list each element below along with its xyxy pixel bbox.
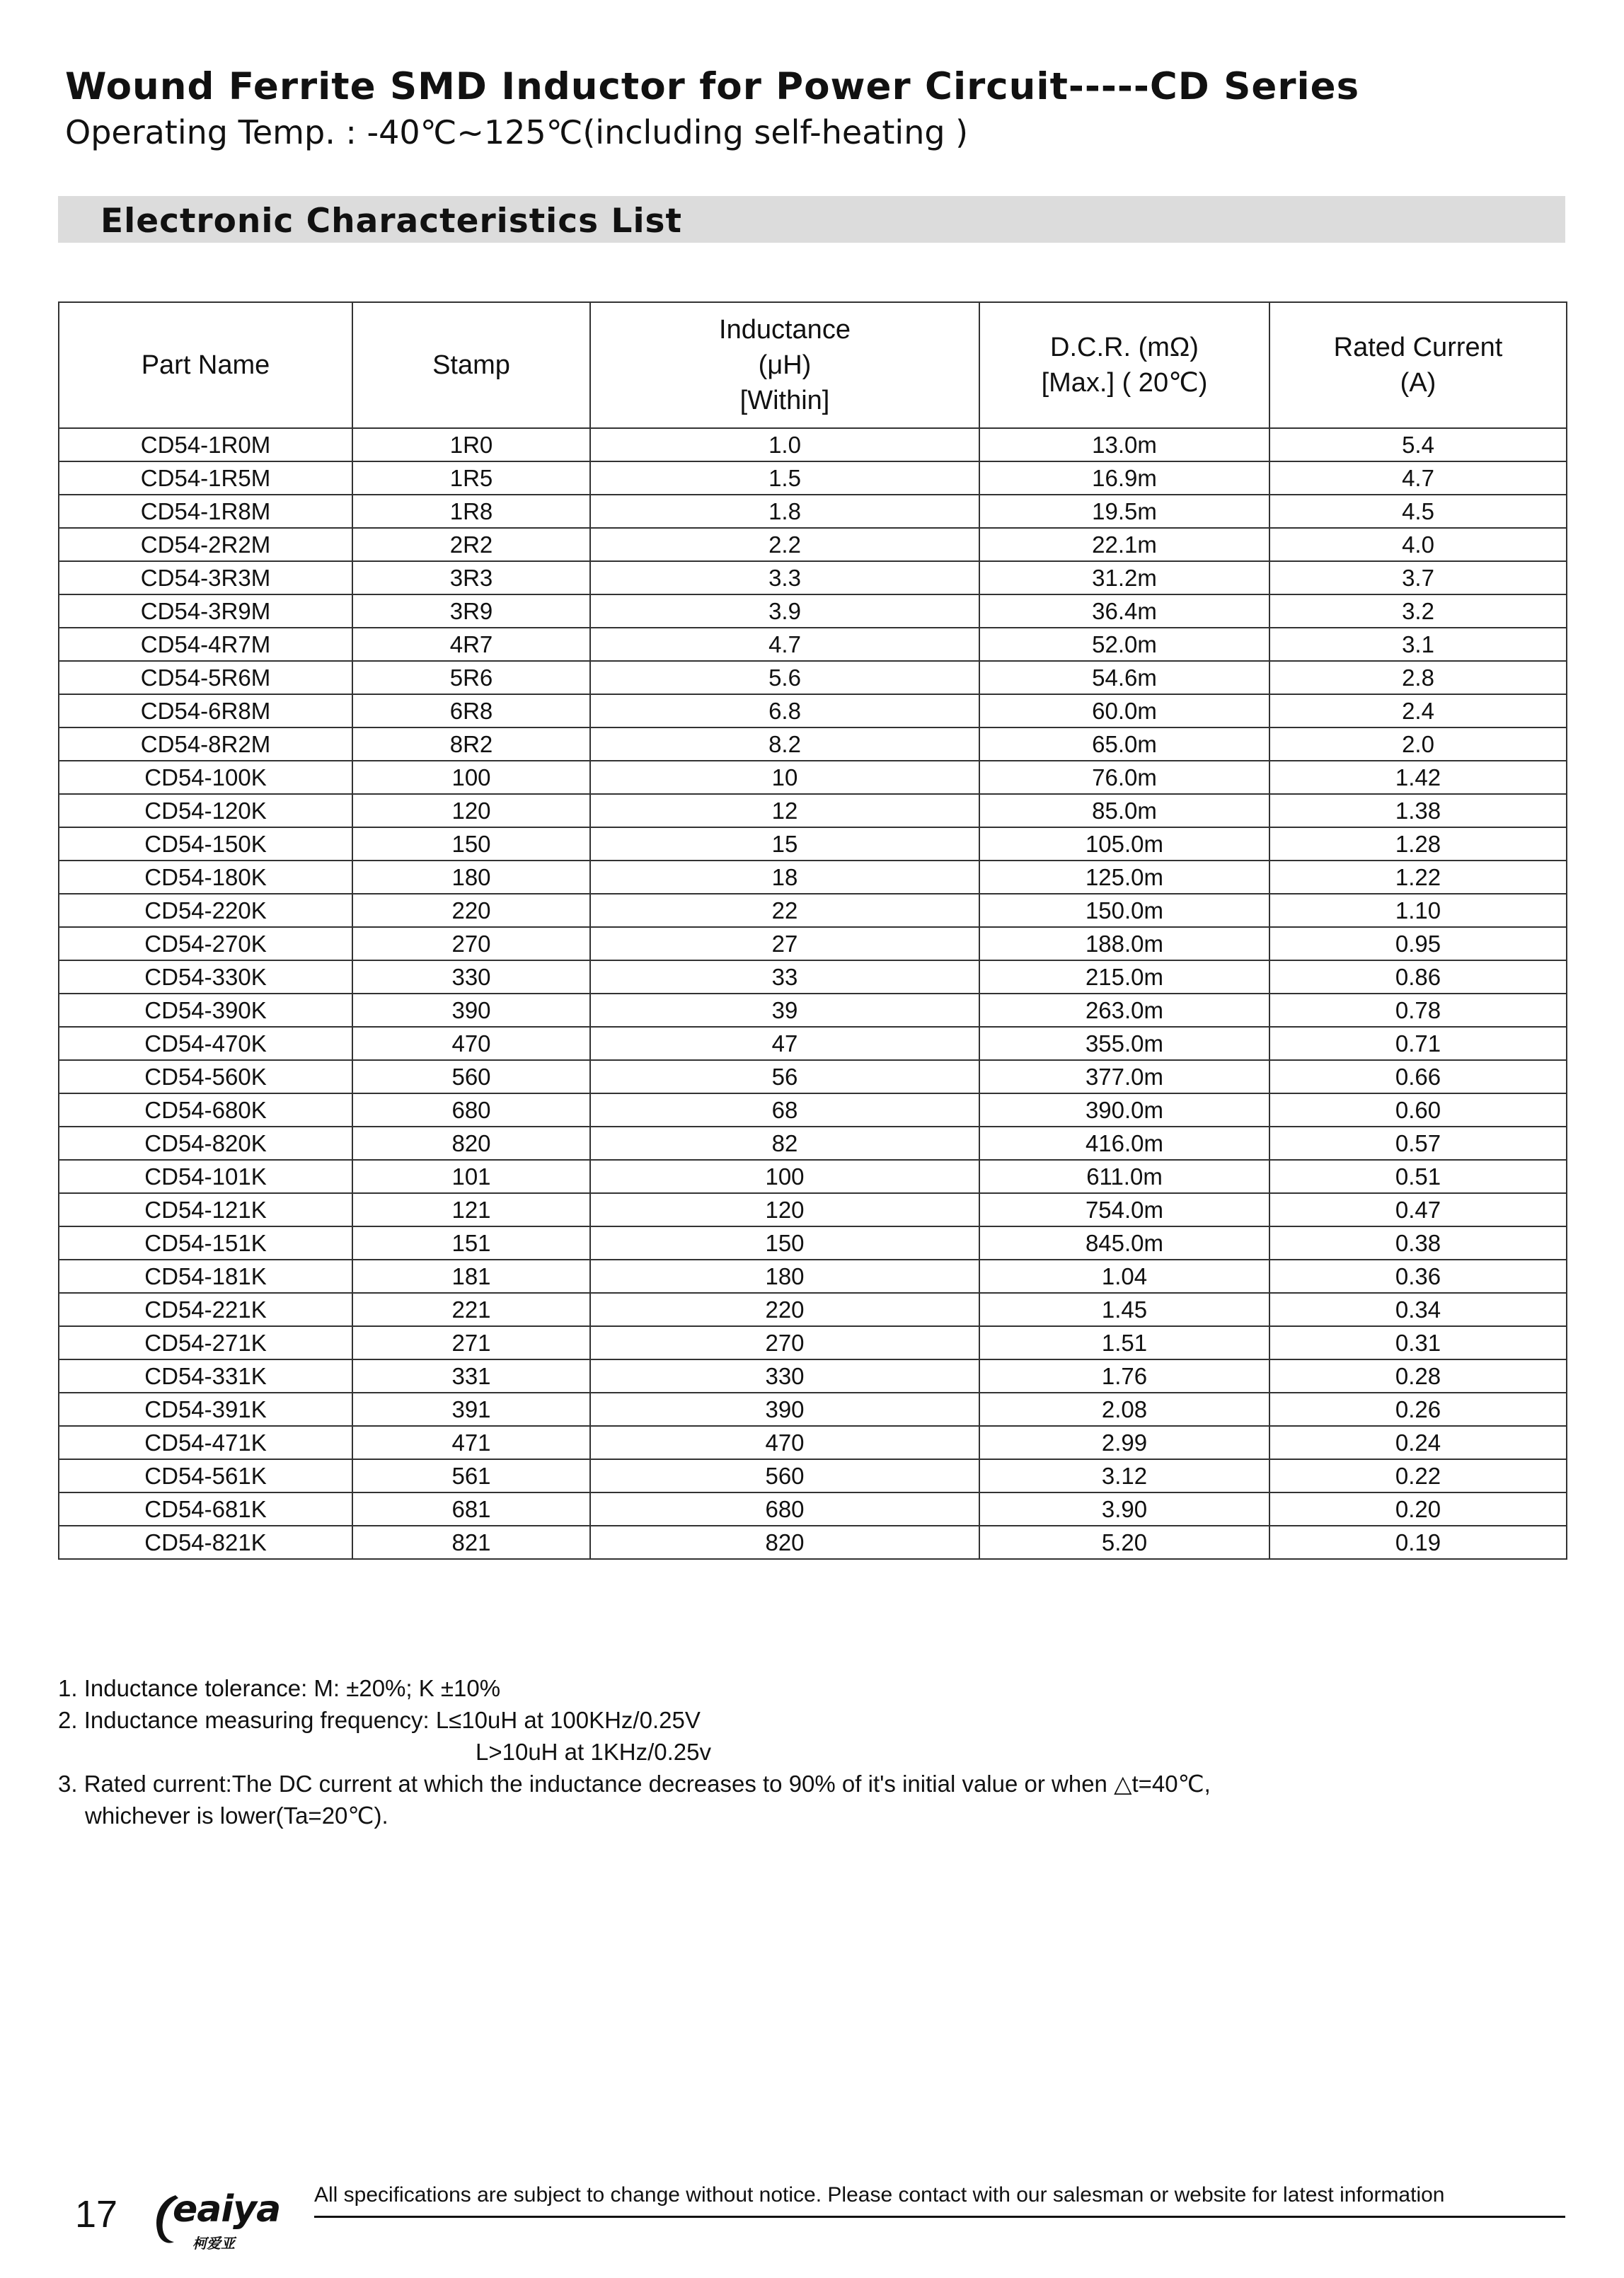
table-body — [59, 428, 1567, 1559]
cell-part-name: CD54-220K — [59, 894, 352, 927]
header-inductance: Inductance (μH) [Within] — [590, 302, 979, 428]
cell-rated-current: 0.26 — [1269, 1393, 1567, 1426]
cell-dcr: 60.0m — [979, 694, 1269, 727]
cell-dcr: 19.5m — [979, 495, 1269, 528]
cell-inductance: 47 — [590, 1027, 979, 1060]
table-row — [59, 1060, 1567, 1093]
cell-rated-current: 0.20 — [1269, 1492, 1567, 1526]
cell-dcr: 76.0m — [979, 761, 1269, 794]
cell-rated-current: 0.95 — [1269, 927, 1567, 960]
note-frequency-cont: L>10uH at 1KHz/0.25v — [476, 1739, 711, 1765]
cell-dcr: 377.0m — [979, 1060, 1269, 1093]
cell-dcr: 22.1m — [979, 528, 1269, 561]
cell-dcr: 845.0m — [979, 1226, 1269, 1260]
table-row — [59, 561, 1567, 594]
notes — [58, 1672, 1211, 1831]
table-row — [59, 960, 1567, 994]
cell-part-name: CD54-390K — [59, 994, 352, 1027]
cell-inductance: 18 — [590, 861, 979, 894]
cell-inductance: 120 — [590, 1193, 979, 1226]
cell-dcr: 105.0m — [979, 827, 1269, 861]
cell-rated-current: 0.57 — [1269, 1127, 1567, 1160]
cell-rated-current: 1.42 — [1269, 761, 1567, 794]
cell-dcr: 1.45 — [979, 1293, 1269, 1326]
table-row — [59, 1193, 1567, 1226]
cell-inductance: 39 — [590, 994, 979, 1027]
cell-rated-current: 4.7 — [1269, 461, 1567, 495]
cell-part-name: CD54-330K — [59, 960, 352, 994]
cell-dcr: 5.20 — [979, 1526, 1269, 1559]
cell-stamp: 6R8 — [352, 694, 590, 727]
cell-part-name: CD54-181K — [59, 1260, 352, 1293]
cell-stamp: 4R7 — [352, 628, 590, 661]
document-title: Wound Ferrite SMD Inductor for Power Circuit-----CD Series — [65, 65, 1360, 108]
cell-rated-current: 0.19 — [1269, 1526, 1567, 1559]
cell-part-name: CD54-1R5M — [59, 461, 352, 495]
company-logo — [151, 2188, 283, 2252]
cell-dcr: 1.76 — [979, 1359, 1269, 1393]
cell-dcr: 3.12 — [979, 1459, 1269, 1492]
cell-part-name: CD54-471K — [59, 1426, 352, 1459]
cell-rated-current: 0.71 — [1269, 1027, 1567, 1060]
cell-rated-current: 0.47 — [1269, 1193, 1567, 1226]
footer-disclaimer: All specifications are subject to change without notice. Please contact with our salesman or website for latest information — [314, 2183, 1445, 2207]
cell-part-name: CD54-1R0M — [59, 428, 352, 461]
cell-rated-current: 3.1 — [1269, 628, 1567, 661]
characteristics-table — [58, 301, 1567, 1560]
cell-part-name: CD54-331K — [59, 1359, 352, 1393]
cell-dcr: 125.0m — [979, 861, 1269, 894]
cell-rated-current: 0.86 — [1269, 960, 1567, 994]
cell-inductance: 330 — [590, 1359, 979, 1393]
cell-stamp: 391 — [352, 1393, 590, 1426]
cell-stamp: 3R9 — [352, 594, 590, 628]
cell-rated-current: 4.5 — [1269, 495, 1567, 528]
cell-dcr: 754.0m — [979, 1193, 1269, 1226]
cell-inductance: 470 — [590, 1426, 979, 1459]
cell-part-name: CD54-3R9M — [59, 594, 352, 628]
cell-part-name: CD54-821K — [59, 1526, 352, 1559]
cell-inductance: 680 — [590, 1492, 979, 1526]
cell-dcr: 215.0m — [979, 960, 1269, 994]
table-row — [59, 495, 1567, 528]
table-row — [59, 1492, 1567, 1526]
page-number: 17 — [75, 2193, 118, 2236]
cell-stamp: 121 — [352, 1193, 590, 1226]
table-row — [59, 1426, 1567, 1459]
cell-stamp: 120 — [352, 794, 590, 827]
cell-stamp: 681 — [352, 1492, 590, 1526]
cell-inductance: 8.2 — [590, 727, 979, 761]
cell-inductance: 15 — [590, 827, 979, 861]
cell-inductance: 27 — [590, 927, 979, 960]
table-row — [59, 1393, 1567, 1426]
cell-dcr: 416.0m — [979, 1127, 1269, 1160]
cell-part-name: CD54-561K — [59, 1459, 352, 1492]
cell-rated-current: 2.0 — [1269, 727, 1567, 761]
cell-inductance: 10 — [590, 761, 979, 794]
table-row — [59, 994, 1567, 1027]
cell-inductance: 2.2 — [590, 528, 979, 561]
table-row — [59, 594, 1567, 628]
table-row — [59, 1459, 1567, 1492]
cell-dcr: 2.99 — [979, 1426, 1269, 1459]
table-row — [59, 1093, 1567, 1127]
cell-stamp: 220 — [352, 894, 590, 927]
cell-stamp: 3R3 — [352, 561, 590, 594]
cell-inductance: 68 — [590, 1093, 979, 1127]
cell-stamp: 101 — [352, 1160, 590, 1193]
cell-inductance: 56 — [590, 1060, 979, 1093]
table-header-row — [59, 302, 1567, 428]
cell-part-name: CD54-8R2M — [59, 727, 352, 761]
cell-part-name: CD54-271K — [59, 1326, 352, 1359]
cell-rated-current: 2.4 — [1269, 694, 1567, 727]
table-row — [59, 1359, 1567, 1393]
cell-part-name: CD54-121K — [59, 1193, 352, 1226]
note-rated-current-cont: whichever is lower(Ta=20℃). — [85, 1802, 388, 1829]
cell-rated-current: 0.78 — [1269, 994, 1567, 1027]
cell-inductance: 82 — [590, 1127, 979, 1160]
cell-rated-current: 2.8 — [1269, 661, 1567, 694]
table-row — [59, 861, 1567, 894]
cell-part-name: CD54-2R2M — [59, 528, 352, 561]
cell-stamp: 8R2 — [352, 727, 590, 761]
cell-stamp: 471 — [352, 1426, 590, 1459]
cell-dcr: 52.0m — [979, 628, 1269, 661]
cell-dcr: 188.0m — [979, 927, 1269, 960]
table-row — [59, 1326, 1567, 1359]
cell-part-name: CD54-5R6M — [59, 661, 352, 694]
cell-inductance: 3.3 — [590, 561, 979, 594]
header-part-name: Part Name — [59, 302, 352, 428]
cell-part-name: CD54-560K — [59, 1060, 352, 1093]
cell-inductance: 22 — [590, 894, 979, 927]
cell-dcr: 1.04 — [979, 1260, 1269, 1293]
table-row — [59, 927, 1567, 960]
table-row — [59, 1260, 1567, 1293]
cell-inductance: 180 — [590, 1260, 979, 1293]
cell-rated-current: 0.66 — [1269, 1060, 1567, 1093]
cell-rated-current: 5.4 — [1269, 428, 1567, 461]
cell-stamp: 1R8 — [352, 495, 590, 528]
cell-inductance: 390 — [590, 1393, 979, 1426]
cell-inductance: 5.6 — [590, 661, 979, 694]
cell-inductance: 1.0 — [590, 428, 979, 461]
cell-rated-current: 3.2 — [1269, 594, 1567, 628]
logo-chinese-name: 柯爱亚 — [192, 2235, 235, 2252]
cell-inductance: 150 — [590, 1226, 979, 1260]
cell-part-name: CD54-1R8M — [59, 495, 352, 528]
note-tolerance: 1. Inductance tolerance: M: ±20%; K ±10% — [58, 1675, 501, 1701]
cell-rated-current: 0.60 — [1269, 1093, 1567, 1127]
header-stamp: Stamp — [352, 302, 590, 428]
table-row — [59, 661, 1567, 694]
cell-rated-current: 0.38 — [1269, 1226, 1567, 1260]
cell-stamp: 181 — [352, 1260, 590, 1293]
cell-rated-current: 4.0 — [1269, 528, 1567, 561]
cell-stamp: 1R0 — [352, 428, 590, 461]
cell-dcr: 1.51 — [979, 1326, 1269, 1359]
table-row — [59, 727, 1567, 761]
cell-part-name: CD54-100K — [59, 761, 352, 794]
cell-stamp: 150 — [352, 827, 590, 861]
cell-stamp: 270 — [352, 927, 590, 960]
cell-part-name: CD54-270K — [59, 927, 352, 960]
cell-inductance: 12 — [590, 794, 979, 827]
cell-inductance: 270 — [590, 1326, 979, 1359]
cell-rated-current: 1.22 — [1269, 861, 1567, 894]
cell-rated-current: 0.22 — [1269, 1459, 1567, 1492]
cell-stamp: 2R2 — [352, 528, 590, 561]
cell-inductance: 220 — [590, 1293, 979, 1326]
cell-inductance: 1.5 — [590, 461, 979, 495]
cell-dcr: 54.6m — [979, 661, 1269, 694]
cell-rated-current: 0.36 — [1269, 1260, 1567, 1293]
cell-stamp: 330 — [352, 960, 590, 994]
note-frequency: 2. Inductance measuring frequency: L≤10uH at 100KHz/0.25V — [58, 1707, 701, 1733]
cell-stamp: 560 — [352, 1060, 590, 1093]
cell-inductance: 33 — [590, 960, 979, 994]
cell-part-name: CD54-101K — [59, 1160, 352, 1193]
operating-temp: Operating Temp. : -40℃~125℃(including self-heating ) — [65, 113, 969, 151]
table-row — [59, 1027, 1567, 1060]
cell-rated-current: 3.7 — [1269, 561, 1567, 594]
cell-dcr: 36.4m — [979, 594, 1269, 628]
cell-stamp: 820 — [352, 1127, 590, 1160]
header-dcr: D.C.R. (mΩ) [Max.] ( 20℃) — [979, 302, 1269, 428]
table-row — [59, 1226, 1567, 1260]
cell-stamp: 561 — [352, 1459, 590, 1492]
cell-part-name: CD54-180K — [59, 861, 352, 894]
cell-dcr: 16.9m — [979, 461, 1269, 495]
cell-stamp: 221 — [352, 1293, 590, 1326]
cell-dcr: 611.0m — [979, 1160, 1269, 1193]
section-title: Electronic Characteristics List — [100, 202, 682, 241]
cell-stamp: 151 — [352, 1226, 590, 1260]
cell-inductance: 4.7 — [590, 628, 979, 661]
cell-dcr: 3.90 — [979, 1492, 1269, 1526]
cell-part-name: CD54-150K — [59, 827, 352, 861]
header-rated-current: Rated Current (A) — [1269, 302, 1567, 428]
cell-inductance: 1.8 — [590, 495, 979, 528]
cell-dcr: 65.0m — [979, 727, 1269, 761]
cell-part-name: CD54-681K — [59, 1492, 352, 1526]
cell-rated-current: 0.28 — [1269, 1359, 1567, 1393]
cell-dcr: 150.0m — [979, 894, 1269, 927]
cell-dcr: 390.0m — [979, 1093, 1269, 1127]
cell-dcr: 355.0m — [979, 1027, 1269, 1060]
cell-stamp: 821 — [352, 1526, 590, 1559]
table-row — [59, 894, 1567, 927]
cell-part-name: CD54-3R3M — [59, 561, 352, 594]
cell-inductance: 100 — [590, 1160, 979, 1193]
cell-part-name: CD54-6R8M — [59, 694, 352, 727]
logo-wordmark: eaiya — [173, 2188, 281, 2231]
cell-part-name: CD54-680K — [59, 1093, 352, 1127]
cell-stamp: 470 — [352, 1027, 590, 1060]
table-row — [59, 827, 1567, 861]
cell-part-name: CD54-4R7M — [59, 628, 352, 661]
cell-stamp: 390 — [352, 994, 590, 1027]
section-header-bar — [58, 196, 1565, 243]
cell-part-name: CD54-820K — [59, 1127, 352, 1160]
cell-dcr: 13.0m — [979, 428, 1269, 461]
cell-part-name: CD54-391K — [59, 1393, 352, 1426]
cell-stamp: 271 — [352, 1326, 590, 1359]
cell-rated-current: 1.28 — [1269, 827, 1567, 861]
cell-stamp: 680 — [352, 1093, 590, 1127]
table-row — [59, 1127, 1567, 1160]
table-row — [59, 794, 1567, 827]
cell-inductance: 6.8 — [590, 694, 979, 727]
cell-part-name: CD54-221K — [59, 1293, 352, 1326]
table-row — [59, 1526, 1567, 1559]
cell-part-name: CD54-120K — [59, 794, 352, 827]
cell-stamp: 180 — [352, 861, 590, 894]
cell-dcr: 263.0m — [979, 994, 1269, 1027]
table-row — [59, 428, 1567, 461]
cell-rated-current: 0.31 — [1269, 1326, 1567, 1359]
cell-inductance: 3.9 — [590, 594, 979, 628]
cell-rated-current: 0.34 — [1269, 1293, 1567, 1326]
cell-dcr: 31.2m — [979, 561, 1269, 594]
cell-stamp: 1R5 — [352, 461, 590, 495]
cell-part-name: CD54-151K — [59, 1226, 352, 1260]
table-row — [59, 694, 1567, 727]
table-row — [59, 461, 1567, 495]
cell-inductance: 560 — [590, 1459, 979, 1492]
cell-dcr: 2.08 — [979, 1393, 1269, 1426]
cell-rated-current: 1.38 — [1269, 794, 1567, 827]
cell-stamp: 100 — [352, 761, 590, 794]
cell-rated-current: 1.10 — [1269, 894, 1567, 927]
table-row — [59, 1293, 1567, 1326]
table-row — [59, 628, 1567, 661]
cell-rated-current: 0.24 — [1269, 1426, 1567, 1459]
cell-rated-current: 0.51 — [1269, 1160, 1567, 1193]
footer-divider — [314, 2216, 1565, 2218]
note-rated-current: 3. Rated current:The DC current at which the inductance decreases to 90% of it's initial value or when △t=40℃, — [58, 1771, 1211, 1797]
cell-stamp: 5R6 — [352, 661, 590, 694]
cell-dcr: 85.0m — [979, 794, 1269, 827]
cell-inductance: 820 — [590, 1526, 979, 1559]
cell-stamp: 331 — [352, 1359, 590, 1393]
cell-part-name: CD54-470K — [59, 1027, 352, 1060]
table-row — [59, 761, 1567, 794]
table-row — [59, 1160, 1567, 1193]
table-row — [59, 528, 1567, 561]
